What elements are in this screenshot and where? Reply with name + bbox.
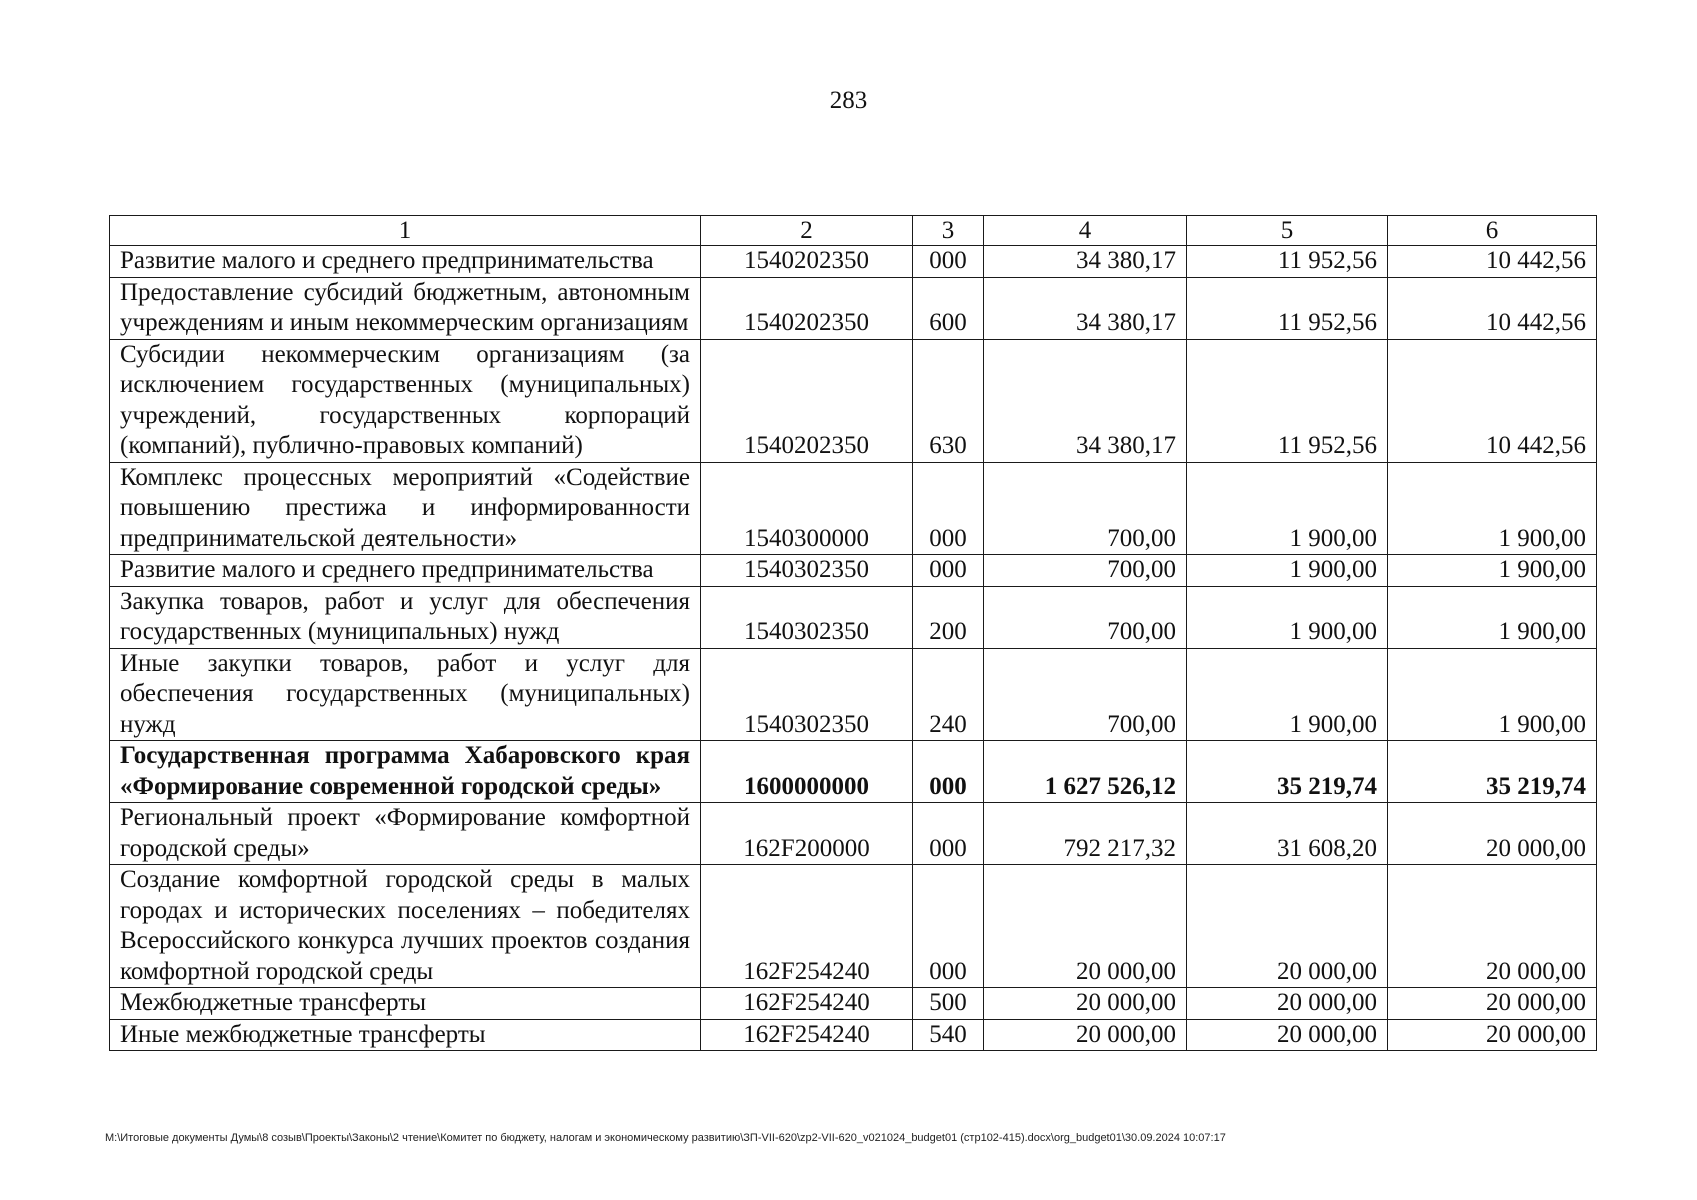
table-row: [110, 988, 1597, 1020]
table-row: [110, 555, 1597, 587]
row-expense-kind: 540: [913, 1019, 984, 1051]
row-value-col6: 35 219,74: [1388, 741, 1597, 803]
row-value-col5: 11 952,56: [1187, 339, 1388, 462]
row-expense-kind: 200: [913, 586, 984, 648]
column-header-4: 4: [984, 216, 1187, 246]
row-value-col4: 20 000,00: [984, 1019, 1187, 1051]
table-row: [110, 462, 1597, 555]
row-value-col6: 20 000,00: [1388, 865, 1597, 988]
column-header-2: 2: [701, 216, 913, 246]
row-value-col4: 34 380,17: [984, 246, 1187, 278]
row-target-code: 162F200000: [701, 803, 913, 865]
row-value-col5: 20 000,00: [1187, 1019, 1388, 1051]
row-target-code: 1540302350: [701, 648, 913, 741]
page-number: 283: [829, 87, 868, 114]
row-name: Закупка товаров, работ и услуг для обеспечения государственных (муниципальных) нужд: [110, 586, 701, 648]
row-target-code: 1540202350: [701, 339, 913, 462]
row-value-col4: 34 380,17: [984, 339, 1187, 462]
row-value-col6: 1 900,00: [1388, 462, 1597, 555]
table-row: [110, 586, 1597, 648]
row-target-code: 1540202350: [701, 277, 913, 339]
row-value-col6: 20 000,00: [1388, 988, 1597, 1020]
row-value-col5: 1 900,00: [1187, 648, 1388, 741]
table-row: [110, 339, 1597, 462]
row-value-col5: 11 952,56: [1187, 277, 1388, 339]
row-value-col6: 10 442,56: [1388, 246, 1597, 278]
table-row: [110, 865, 1597, 988]
row-value-col5: 1 900,00: [1187, 462, 1388, 555]
row-target-code: 162F254240: [701, 1019, 913, 1051]
row-expense-kind: 000: [913, 462, 984, 555]
row-target-code: 1600000000: [701, 741, 913, 803]
footer-file-path: M:\Итоговые документы Думы\8 созыв\Проекты\Законы\2 чтение\Комитет по бюджету, налогам и экономическому развитию\ЗП-VII-620\zp2-VII-620_v021024_budget01 (стр102-415).docx\org_budget01\30.09.2024 10:07:17: [105, 1132, 1226, 1144]
row-target-code: 1540202350: [701, 246, 913, 278]
row-value-col5: 20 000,00: [1187, 988, 1388, 1020]
table-row: [110, 277, 1597, 339]
column-header-3: 3: [913, 216, 984, 246]
row-expense-kind: 500: [913, 988, 984, 1020]
row-value-col6: 20 000,00: [1388, 803, 1597, 865]
row-value-col4: 700,00: [984, 648, 1187, 741]
row-expense-kind: 000: [913, 555, 984, 587]
row-value-col6: 20 000,00: [1388, 1019, 1597, 1051]
table-row: [110, 803, 1597, 865]
row-name: Иные закупки товаров, работ и услуг для обеспечения государственных (муниципальных) нужд: [110, 648, 701, 741]
row-name: Региональный проект «Формирование комфортной городской среды»: [110, 803, 701, 865]
row-name: Субсидии некоммерческим организациям (за исключением государственных (муниципальных) учреждений, государственных корпораций (компаний), публично-правовых компаний): [110, 339, 701, 462]
row-name: Развитие малого и среднего предпринимательства: [110, 555, 701, 587]
row-name: Предоставление субсидий бюджетным, автономным учреждениям и иным некоммерческим организациям: [110, 277, 701, 339]
row-expense-kind: 240: [913, 648, 984, 741]
table-row: [110, 1019, 1597, 1051]
row-value-col4: 20 000,00: [984, 865, 1187, 988]
row-name: Развитие малого и среднего предпринимательства: [110, 246, 701, 278]
row-target-code: 1540302350: [701, 555, 913, 587]
row-value-col4: 20 000,00: [984, 988, 1187, 1020]
row-value-col4: 1 627 526,12: [984, 741, 1187, 803]
row-expense-kind: 630: [913, 339, 984, 462]
row-name: Государственная программа Хабаровского края «Формирование современной городской среды»: [110, 741, 701, 803]
row-value-col5: 11 952,56: [1187, 246, 1388, 278]
row-target-code: 1540302350: [701, 586, 913, 648]
row-value-col6: 10 442,56: [1388, 339, 1597, 462]
row-target-code: 162F254240: [701, 865, 913, 988]
row-expense-kind: 000: [913, 246, 984, 278]
row-expense-kind: 000: [913, 803, 984, 865]
row-name: Межбюджетные трансферты: [110, 988, 701, 1020]
row-value-col6: 1 900,00: [1388, 648, 1597, 741]
table-row: [110, 246, 1597, 278]
table-row-program-total: [110, 741, 1597, 803]
column-header-6: 6: [1388, 216, 1597, 246]
row-value-col6: 10 442,56: [1388, 277, 1597, 339]
row-value-col5: 31 608,20: [1187, 803, 1388, 865]
row-value-col4: 700,00: [984, 462, 1187, 555]
row-value-col6: 1 900,00: [1388, 555, 1597, 587]
row-value-col5: 20 000,00: [1187, 865, 1388, 988]
row-expense-kind: 600: [913, 277, 984, 339]
row-value-col4: 700,00: [984, 586, 1187, 648]
column-header-1: 1: [110, 216, 701, 246]
row-target-code: 162F254240: [701, 988, 913, 1020]
row-value-col4: 700,00: [984, 555, 1187, 587]
row-expense-kind: 000: [913, 865, 984, 988]
row-value-col4: 34 380,17: [984, 277, 1187, 339]
row-name: Создание комфортной городской среды в малых городах и исторических поселениях – победителях Всероссийского конкурса лучших проектов создания комфортной городской среды: [110, 865, 701, 988]
row-target-code: 1540300000: [701, 462, 913, 555]
row-expense-kind: 000: [913, 741, 984, 803]
row-value-col5: 1 900,00: [1187, 555, 1388, 587]
table-header-row: [110, 216, 1597, 246]
row-value-col5: 35 219,74: [1187, 741, 1388, 803]
table-row: [110, 648, 1597, 741]
budget-table: [109, 215, 1597, 1051]
row-value-col6: 1 900,00: [1388, 586, 1597, 648]
row-value-col5: 1 900,00: [1187, 586, 1388, 648]
row-name: Иные межбюджетные трансферты: [110, 1019, 701, 1051]
row-value-col4: 792 217,32: [984, 803, 1187, 865]
column-header-5: 5: [1187, 216, 1388, 246]
row-name: Комплекс процессных мероприятий «Содействие повышению престижа и информированности предпринимательской деятельности»: [110, 462, 701, 555]
